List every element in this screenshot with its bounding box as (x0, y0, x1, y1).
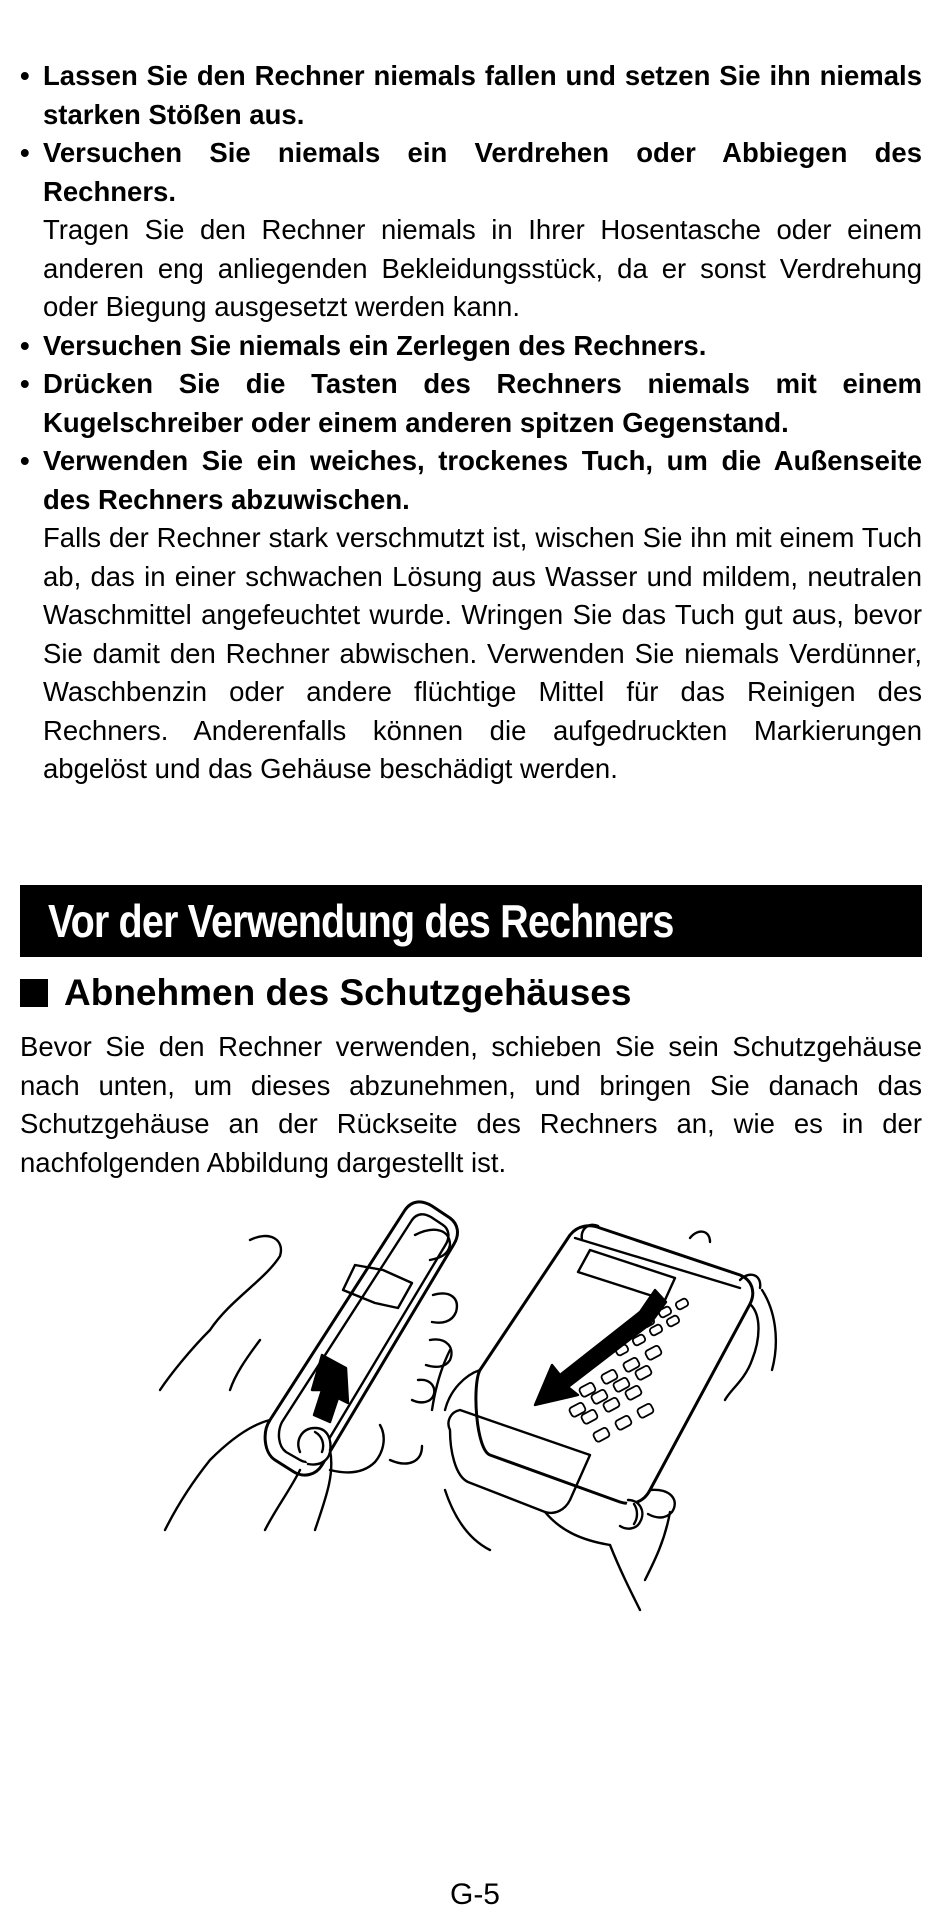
bullet-dot: • (20, 60, 30, 91)
section-title: Vor der Verwendung des Rechners (48, 895, 674, 947)
bullet-dot: • (20, 137, 30, 168)
bullet-dot: • (20, 445, 30, 476)
list-item (20, 57, 922, 134)
bullet-title: Versuchen Sie niemals ein Zerlegen des Rechners. (43, 329, 707, 361)
bullet-title: Verwenden Sie ein weiches, trockenes Tuch, um die Außenseite des Rechners abzuwischen. (43, 445, 922, 515)
calculator-case-illustration (150, 1200, 790, 1650)
page-number: G-5 (449, 1878, 500, 1911)
left-hand-calculator (160, 1202, 457, 1530)
right-hand-calculator (432, 1225, 776, 1610)
subsection-title: Abnehmen des Schutzgehäuses (64, 972, 632, 1013)
bullet-body: Falls der Rechner stark verschmutzt ist, wischen Sie ihn mit einem Tuch ab, das in einer schwachen Lösung aus Wasser und mildem, neutralen Waschmittel angefeuchtet wurde. Wringen Sie das Tuch gut aus, bevor Sie damit den Rechner abwischen. Verwenden Sie niemals Verdünner, Waschbenzin oder andere flüchtige Mittel für das Reinigen des Rechners. Anderenfalls können die aufgedruckten Markierungen abgelöst und das Gehäuse beschädigt werden. (43, 522, 922, 784)
instruction-paragraph: Bevor Sie den Rechner verwenden, schieben Sie sein Schutzgehäuse nach unten, um dieses abzunehmen, und bringen Sie danach das Schutzgehäuse an der Rückseite des Rechners an, wie es in der nachfolgenden Abbildung dargestellt ist. (20, 1031, 922, 1178)
bullet-title: Versuchen Sie niemals ein Verdrehen oder Abbiegen des Rechners. (43, 137, 922, 207)
precautions-list (20, 57, 922, 789)
list-item (20, 327, 922, 366)
bullet-dot: • (20, 368, 30, 399)
bullet-dot: • (20, 329, 30, 361)
bullet-body: Tragen Sie den Rechner niemals in Ihrer Hosentasche oder einem anderen eng anliegenden Bekleidungsstück, da er sonst Verdrehung oder Biegung ausgesetzt werden kann. (43, 214, 922, 322)
list-item (20, 134, 922, 327)
filled-square-icon (20, 979, 48, 1007)
list-item (20, 365, 922, 442)
list-item (20, 442, 922, 789)
bullet-title: Drücken Sie die Tasten des Rechners niemals mit einem Kugelschreiber oder einem anderen spitzen Gegenstand. (43, 368, 922, 438)
section-heading-bar (20, 885, 922, 957)
bullet-title: Lassen Sie den Rechner niemals fallen und setzen Sie ihn niemals starken Stößen aus. (43, 60, 922, 130)
subsection-heading (20, 970, 631, 1016)
